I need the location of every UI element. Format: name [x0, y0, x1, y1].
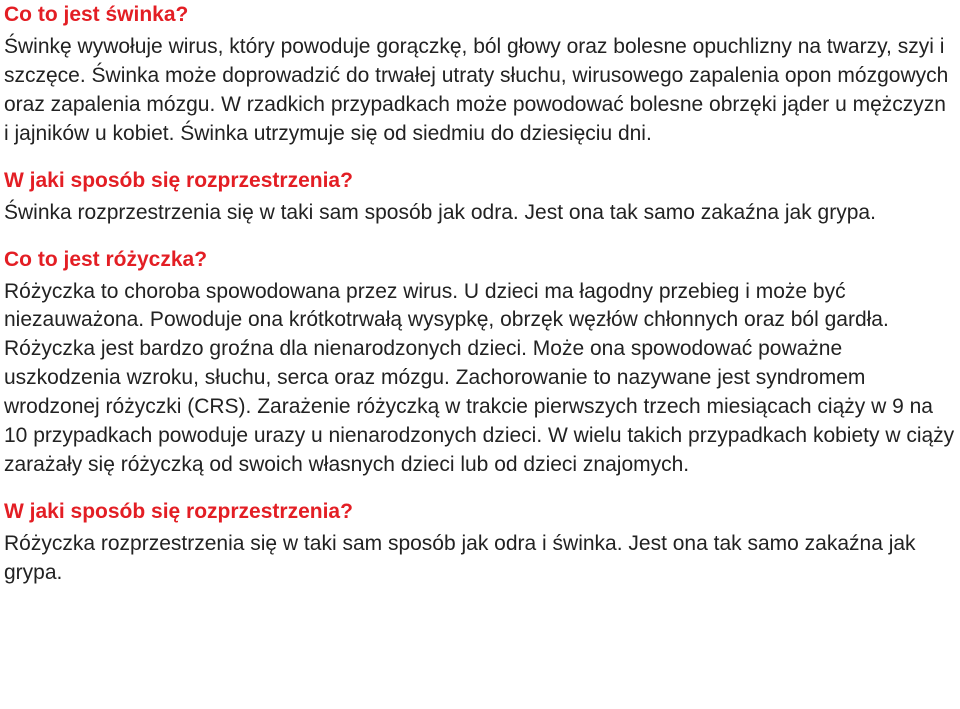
section-mumps [4, 1, 956, 149]
section-mumps-spread [4, 167, 956, 228]
heading-mumps-spread: W jaki sposób się rozprzestrzenia? [4, 168, 353, 192]
heading-what-is-rubella: Co to jest różyczka? [4, 247, 208, 271]
paragraph-mumps-description: Świnkę wywołuje wirus, który powoduje gorączkę, ból głowy oraz bolesne opuchlizny na twarzy, szyi i szczęce. Świnka może doprowadzić do trwałej utraty słuchu, wirusowego zapalenia opon mózgowych oraz zapalenia mózgu. W rzadkich przypadkach może powodować bolesne obrzęki jąder u mężczyzn i jajników u kobiet. Świnka utrzymuje się od siedmiu do dziesięciu dni. [4, 35, 949, 145]
paragraph-rubella-spread: Różyczka rozprzestrzenia się w taki sam sposób jak odra i świnka. Jest ona tak samo zakaźna jak grypa. [4, 531, 916, 584]
section-rubella-spread [4, 498, 956, 588]
paragraph-rubella-description: Różyczka to choroba spowodowana przez wirus. U dzieci ma łagodny przebieg i może być niezauważona. Powoduje ona krótkotrwałą wysypkę, obrzęk węzłów chłonnych oraz ból gardła. Różyczka jest bardzo groźna dla nienarodzonych dzieci. Może ona spowodować poważne uszkodzenia wzroku, słuchu, serca oraz mózgu. Zachorowanie to nazywane jest syndromem wrodzonej różyczki (CRS). Zarażenie różyczką w trakcie pierwszych trzech miesiącach ciąży w 9 na 10 przypadkach powoduje urazy u nienarodzonych dzieci. W wielu takich przypadkach kobiety w ciąży zarażały się różyczką od swoich własnych dzieci lub od dzieci znajomych. [4, 279, 955, 476]
section-rubella [4, 246, 956, 480]
paragraph-mumps-spread: Świnka rozprzestrzenia się w taki sam sposób jak odra. Jest ona tak samo zakaźna jak grypa. [4, 200, 876, 224]
heading-rubella-spread: W jaki sposób się rozprzestrzenia? [4, 499, 353, 523]
heading-what-is-mumps: Co to jest świnka? [4, 3, 189, 26]
